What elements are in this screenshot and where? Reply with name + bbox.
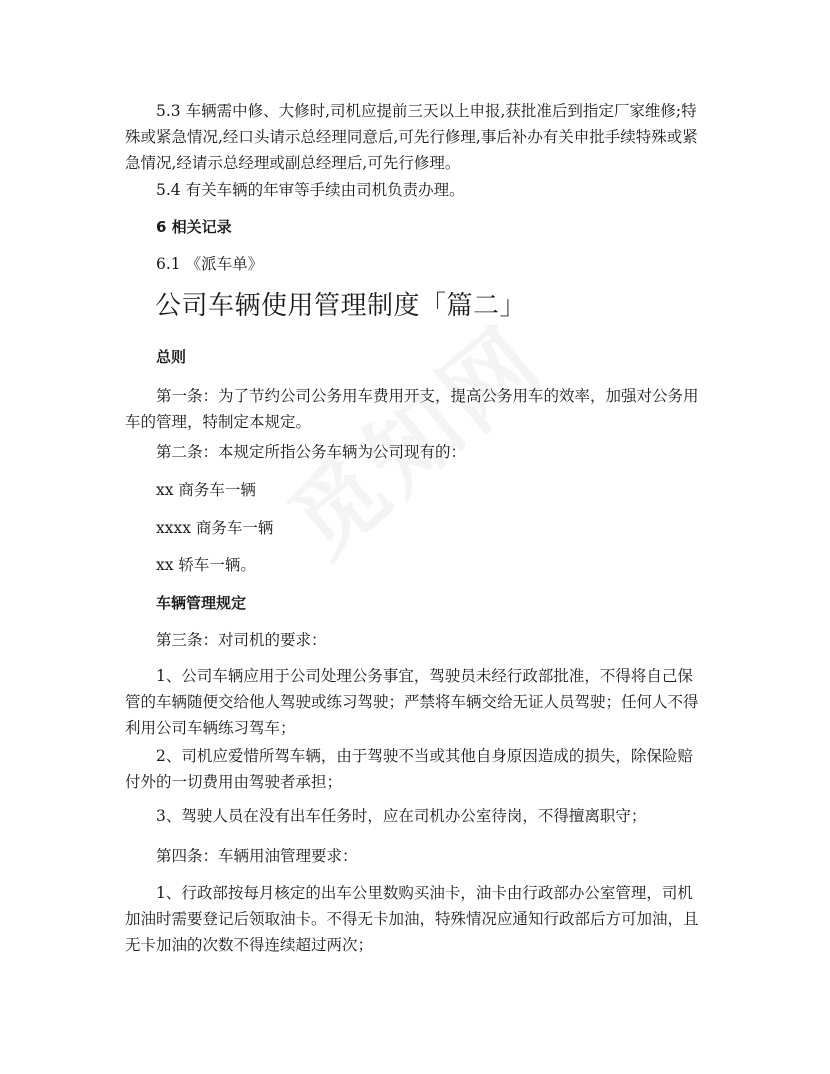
vehicle-item-1: xx 商务车一辆 bbox=[156, 481, 256, 499]
paragraph-5-3: 5.3 车辆需中修、大修时,司机应提前三天以上申报,获批准后到指定厂家维修;特殊或紧急情况,经口头请示总经理同意后,可先行修理,事后补办有关申批手续特殊或紧急情况,经请示总经理或副总经理后,可先行修理。 bbox=[125, 102, 698, 172]
section-heading-6: 6 相关记录 bbox=[156, 218, 232, 236]
document-title: 公司车辆使用管理制度「篇二」 bbox=[155, 291, 527, 321]
article-4: 第四条：车辆用油管理要求： bbox=[156, 847, 358, 865]
vehicle-item-3: xx 轿车一辆。 bbox=[156, 556, 256, 574]
article-3: 第三条：对司机的要求： bbox=[156, 631, 327, 649]
rule-3-1: 1、公司车辆应用于公司处理公务事宜，驾驶员未经行政部批准，不得将自己保管的车辆随便交给他人驾驶或练习驾驶；严禁将车辆交给无证人员驾驶；任何人不得利用公司车辆练习驾车； bbox=[125, 667, 699, 737]
rule-3-2: 2、司机应爱惜所驾车辆，由于驾驶不当或其他自身原因造成的损失，除保险赔付外的一切费用由驾驶者承担； bbox=[125, 747, 693, 791]
vehicle-item-2: xxxx 商务车一辆 bbox=[156, 519, 274, 537]
article-1: 第一条：为了节约公司公务用车费用开支，提高公务用车的效率，加强对公务用车的管理，特制定本规定。 bbox=[125, 387, 699, 431]
article-2: 第二条：本规定所指公务车辆为公司现有的： bbox=[156, 443, 467, 461]
rule-3-3: 3、驾驶人员在没有出车任务时，应在司机办公室待岗，不得擅离职守； bbox=[156, 807, 647, 825]
rule-4-1: 1、行政部按每月核定的出车公里数购买油卡，油卡由行政部办公室管理，司机加油时需要登记后领取油卡。不得无卡加油，特殊情况应通知行政部后方可加油，且无卡加油的次数不得连续超过两次； bbox=[125, 884, 699, 954]
paragraph-6-1: 6.1 《派车单》 bbox=[156, 255, 264, 273]
section-heading-general: 总则 bbox=[156, 348, 187, 366]
paragraph-5-4: 5.4 有关车辆的年审等手续由司机负责办理。 bbox=[156, 181, 465, 199]
section-heading-vehicle-management: 车辆管理规定 bbox=[156, 594, 247, 612]
